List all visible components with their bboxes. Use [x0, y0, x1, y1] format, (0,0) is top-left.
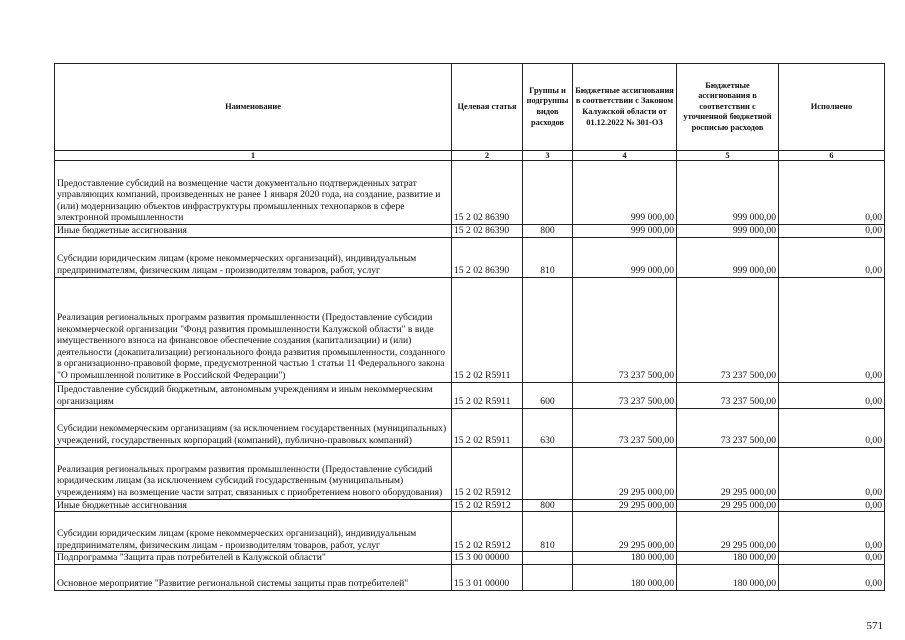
row-name: Подпрограмма "Защита прав потребителей в Калужской области": [55, 552, 452, 565]
row-name: Субсидии юридическим лицам (кроме некоммерческих организаций), индивидуальным предпринимателям, физическим лицам - производителям товаров, работ, услуг: [55, 237, 452, 277]
row-group: 600: [523, 382, 573, 408]
column-number-row: [55, 151, 885, 161]
header-refined-allocations: Бюджетные ассигнования в соответствии с уточненной бюджетной росписью расходов: [677, 64, 779, 151]
table-row: [55, 237, 885, 277]
row-executed: 0,00: [779, 499, 885, 512]
column-number: 6: [779, 151, 885, 161]
row-target-code: 15 2 02 R5911: [452, 277, 523, 382]
row-executed: 0,00: [779, 225, 885, 238]
row-refined-amount: 73 237 500,00: [677, 382, 779, 408]
row-name: Иные бюджетные ассигнования: [55, 499, 452, 512]
row-group: 810: [523, 237, 573, 277]
row-name: Субсидии некоммерческим организациям (за исключением государственных (муниципальных) учреждений, государственных корпораций (компаний), публично-правовых компаний): [55, 408, 452, 447]
header-row: [55, 64, 885, 151]
row-target-code: 15 2 02 R5912: [452, 499, 523, 512]
table-row: [55, 512, 885, 552]
row-target-code: 15 2 02 86390: [452, 161, 523, 225]
header-executed: Исполнено: [779, 64, 885, 151]
row-group: [523, 277, 573, 382]
header-expense-group: Группы и подгруппы видов расходов: [523, 64, 573, 151]
row-group: [523, 447, 573, 499]
row-refined-amount: 73 237 500,00: [677, 408, 779, 447]
table-row: [55, 564, 885, 590]
row-law-amount: 999 000,00: [573, 225, 677, 238]
row-law-amount: 180 000,00: [573, 552, 677, 565]
row-refined-amount: 29 295 000,00: [677, 499, 779, 512]
row-name: Предоставление субсидий бюджетным, автономным учреждениям и иным некоммерческим организациям: [55, 382, 452, 408]
row-target-code: 15 2 02 86390: [452, 225, 523, 238]
row-target-code: 15 3 01 00000: [452, 564, 523, 590]
table-row: [55, 277, 885, 382]
row-executed: 0,00: [779, 277, 885, 382]
column-number: 3: [523, 151, 573, 161]
row-law-amount: 29 295 000,00: [573, 499, 677, 512]
header-target-article: Целевая статья: [452, 64, 523, 151]
row-executed: 0,00: [779, 552, 885, 565]
row-refined-amount: 180 000,00: [677, 552, 779, 565]
row-executed: 0,00: [779, 161, 885, 225]
row-group: [523, 552, 573, 565]
row-name: Субсидии юридическим лицам (кроме некоммерческих организаций), индивидуальным предпринимателям, физическим лицам - производителям товаров, работ, услуг: [55, 512, 452, 552]
row-law-amount: 180 000,00: [573, 564, 677, 590]
row-law-amount: 29 295 000,00: [573, 512, 677, 552]
row-law-amount: 999 000,00: [573, 161, 677, 225]
row-name: Реализация региональных программ развития промышленности (Предоставление субсидий юридическим лицам (за исключением субсидий государственным (муниципальным) учреждениям) на возмещение части затрат, связанных с приобретением нового оборудования): [55, 447, 452, 499]
row-refined-amount: 180 000,00: [677, 564, 779, 590]
budget-table-sheet: [54, 63, 884, 591]
column-number: 2: [452, 151, 523, 161]
row-group: 800: [523, 499, 573, 512]
row-group: 630: [523, 408, 573, 447]
row-name: Предоставление субсидий на возмещение части документально подтвержденных затрат управляющих компаний, произведенных не ранее 1 января 2020 года, на создание, развитие и (или) модернизацию объектов инфраструктуры промышленных технопарков в сфере электронной промышленности: [55, 161, 452, 225]
table-row: [55, 552, 885, 565]
row-law-amount: 29 295 000,00: [573, 447, 677, 499]
table-row: [55, 447, 885, 499]
row-executed: 0,00: [779, 237, 885, 277]
row-group: [523, 161, 573, 225]
column-number: 4: [573, 151, 677, 161]
row-executed: 0,00: [779, 447, 885, 499]
table-row: [55, 499, 885, 512]
table-row: [55, 225, 885, 238]
row-name: Реализация региональных программ развития промышленности (Предоставление субсидии некоммерческой организации "Фонд развития промышленности Калужской области" в виде имущественного взноса на финансовое обеспечение создания (капитализации) и (или) деятельности (докапитализации) регионального фонда развития промышленности, созданного в организационно-правовой форме, предусмотренной частью 1 статьи 11 Федерального закона "О промышленной политике в Российской Федерации"): [55, 277, 452, 382]
row-target-code: 15 3 00 00000: [452, 552, 523, 565]
row-refined-amount: 29 295 000,00: [677, 512, 779, 552]
row-refined-amount: 999 000,00: [677, 237, 779, 277]
row-refined-amount: 73 237 500,00: [677, 277, 779, 382]
table-row: [55, 382, 885, 408]
row-refined-amount: 999 000,00: [677, 225, 779, 238]
row-group: 810: [523, 512, 573, 552]
row-executed: 0,00: [779, 512, 885, 552]
page-number: 571: [866, 620, 883, 632]
row-target-code: 15 2 02 R5911: [452, 382, 523, 408]
row-target-code: 15 2 02 R5912: [452, 512, 523, 552]
row-group: 800: [523, 225, 573, 238]
table-row: [55, 408, 885, 447]
row-name: Иные бюджетные ассигнования: [55, 225, 452, 238]
row-refined-amount: 29 295 000,00: [677, 447, 779, 499]
row-law-amount: 999 000,00: [573, 237, 677, 277]
row-group: [523, 564, 573, 590]
row-executed: 0,00: [779, 408, 885, 447]
column-number: 5: [677, 151, 779, 161]
row-executed: 0,00: [779, 564, 885, 590]
row-law-amount: 73 237 500,00: [573, 382, 677, 408]
row-target-code: 15 2 02 R5912: [452, 447, 523, 499]
row-law-amount: 73 237 500,00: [573, 408, 677, 447]
row-target-code: 15 2 02 R5911: [452, 408, 523, 447]
header-name: Наименование: [55, 64, 452, 151]
row-executed: 0,00: [779, 382, 885, 408]
table-row: [55, 161, 885, 225]
header-law-allocations: Бюджетные ассигнования в соответствии с Законом Калужской области от 01.12.2022 № 301-ОЗ: [573, 64, 677, 151]
column-number: 1: [55, 151, 452, 161]
row-name: Основное мероприятие "Развитие региональной системы защиты прав потребителей": [55, 564, 452, 590]
budget-table: [54, 63, 885, 591]
row-law-amount: 73 237 500,00: [573, 277, 677, 382]
row-refined-amount: 999 000,00: [677, 161, 779, 225]
row-target-code: 15 2 02 86390: [452, 237, 523, 277]
